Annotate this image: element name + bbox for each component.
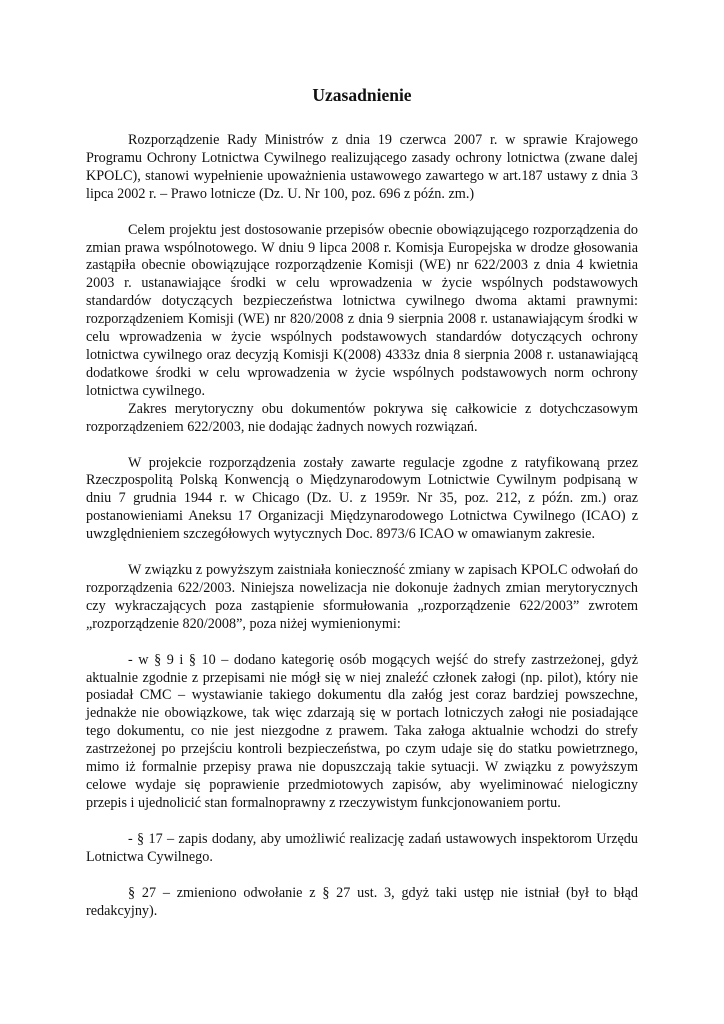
document-title: Uzasadnienie (312, 85, 412, 105)
paragraph-legal-basis: Rozporządzenie Rady Ministrów z dnia 19 czerwca 2007 r. w sprawie Krajowego Programu Ochrony Lotnictwa Cywilnego realizującego zasady ochrony lotnictwa (zwane dalej KPOLC), stanowi wypełnienie upoważnienia ustawowego zawartego w art.187 ustawy z dnia 3 lipca 2002 r. – Prawo lotnicze (Dz. U. Nr 100, poz. 696 z późn. zm.) (86, 132, 638, 202)
paragraph-project-goal: Celem projektu jest dostosowanie przepisów obecnie obowiązującego rozporządzenia do zmian prawa wspólnotowego. W dniu 9 lipca 2008 r. Komisja Europejska w drodze głosowania zastąpiła obecnie obowiązujące rozporządzenie Komisji (WE) nr 622/2003 z dnia 4 kwietnia 2003 r. ustanawiające środki w celu wprowadzenia w życie wspólnych podstawowych standardów dotyczących bezpieczeństwa lotnictwa cywilnego dwoma aktami prawnymi: rozporządzeniem Komisji (WE) nr 820/2008 z dnia 9 sierpnia 2008 r. ustanawiającym środki w celu wprowadzenia w życie wspólnych podstawowych standardów dotyczących ochrony lotnictwa cywilnego oraz decyzją Komisji K(2008) 4333z dnia 8 sierpnia 2008 r. ustanawiającą dodatkowe środki w celu wprowadzenia w życie wspólnych podstawowych norm ochrony lotnictwa cywilnego. (86, 221, 638, 399)
paragraph-scope: Zakres merytoryczny obu dokumentów pokrywa się całkowicie z dotychczasowym rozporządzeniem 622/2003, nie dodając żadnych nowych rozwiązań. (86, 400, 638, 435)
paragraph-section-17: - § 17 – zapis dodany, aby umożliwić realizację zadań ustawowych inspektorom Urzędu Lotnictwa Cywilnego. (86, 830, 638, 865)
paragraph-icao-regulations: W projekcie rozporządzenia zostały zawarte regulacje zgodne z ratyfikowaną przez Rzeczpospolitą Polską Konwencją o Międzynarodowym Lotnictwie Cywilnym podpisaną w dniu 7 grudnia 1944 r. w Chicago (Dz. U. z 1959r. Nr 35, poz. 212, z późn. zm.) oraz postanowieniami Aneksu 17 Organizacji Międzynarodowego Lotnictwa Cywilnego (ICAO) z uwzględnieniem szczegółowych wytycznych Doc. 8973/6 ICAO w omawianym zakresie. (86, 454, 638, 543)
paragraph-changes-intro: W związku z powyższym zaistniała konieczność zmiany w zapisach KPOLC odwołań do rozporządzenia 622/2003. Niniejsza nowelizacja nie dokonuje żadnych zmian merytorycznych czy wykraczających poza zastąpienie sformułowania „rozporządzenie 622/2003” zwrotem „rozporządzenie 820/2008”, poza niżej wymienionymi: (86, 562, 638, 632)
document-page (86, 84, 638, 920)
paragraph-section-9-10: - w § 9 i § 10 – dodano kategorię osób mogących wejść do strefy zastrzeżonej, gdyż aktualnie zgodnie z przepisami nie mógł się w niej znaleźć członek załogi (np. pilot), który nie posiadał CMC – wystawianie takiego dokumentu dla załóg jest coraz bardziej powszechne, jednakże nie obowiązkowe, tak więc zdarzają się w portach lotniczych załogi nie posiadające tego dokumentu, co nie jest niezgodne z prawem. Taka załoga aktualnie wchodzi do strefy zastrzeżonej po przejściu kontroli bezpieczeństwa, po czym udaje się do statku powietrznego, mimo iż formalnie przepisy prawa nie dopuszczają takie sytuacji. W związku z powyższym celowe wydaje się poprawienie przedmiotowych zapisów, aby wyeliminować nielogiczny przepis i ujednolicić stan formalnoprawny z rzeczywistym funkcjonowaniem portu. (86, 651, 638, 811)
paragraph-section-27: § 27 – zmieniono odwołanie z § 27 ust. 3, gdyż taki ustęp nie istniał (był to błąd redakcyjny). (86, 884, 638, 919)
